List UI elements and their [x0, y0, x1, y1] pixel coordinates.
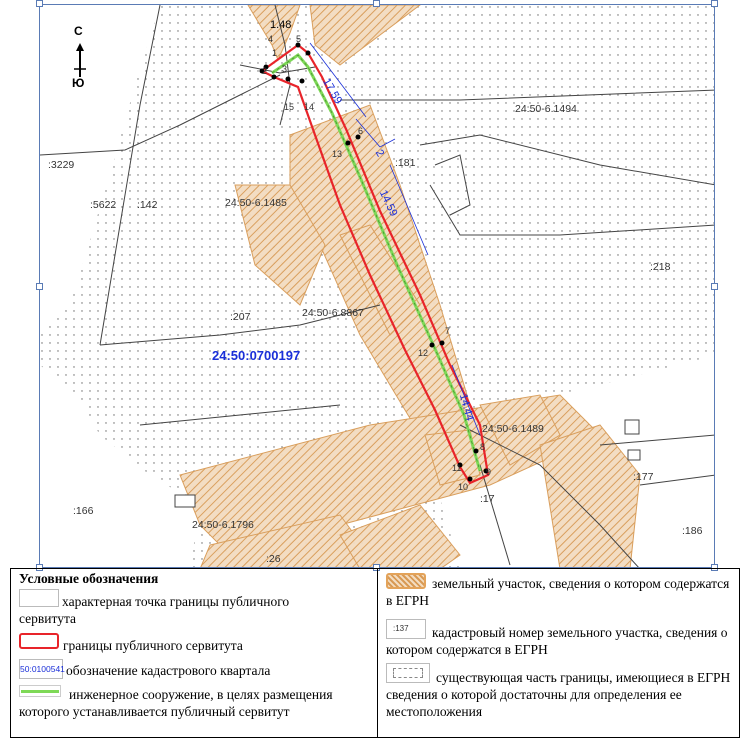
parcel-label: 24:50-6.8867: [302, 307, 364, 319]
legend-item-text: кадастровый номер земельного участка, сведения о котором содержатся в ЕГРН: [386, 625, 728, 657]
parcel-label: :181: [395, 157, 416, 169]
legend-item-text: существующая часть границы, имеющиеся в ЕГРН сведения о которой достаточны для определения ее местоположения: [386, 670, 731, 719]
parcel-label: 24:50-6.1796: [192, 519, 254, 531]
dimension-label: 1.48: [270, 19, 292, 31]
dimension-label: 2: [372, 147, 387, 159]
parcel-label: 24:50-6.1494: [515, 103, 577, 115]
resize-handle[interactable]: [36, 0, 43, 7]
legend-title: Условные обозначения: [19, 571, 159, 586]
compass-north-label: С: [74, 24, 83, 38]
point-label: 8: [480, 442, 486, 452]
parcel-label: 24:50-6.1489: [482, 423, 544, 435]
point-label: 14: [304, 102, 315, 112]
point-label: 2: [262, 66, 268, 76]
point-label: 1: [272, 48, 278, 58]
point-label: 13: [332, 149, 343, 159]
resize-handle[interactable]: [711, 283, 718, 290]
legend-divider: [377, 569, 378, 737]
point-label: 5: [296, 34, 302, 44]
point-label: 9: [486, 467, 492, 477]
dimension-label: 17.59: [320, 76, 345, 107]
parcel-label: :17: [480, 493, 495, 505]
point-label: 3: [282, 64, 288, 74]
map-area: [39, 4, 715, 568]
parcel-label: :142: [137, 199, 158, 211]
parcel-label: :3229: [48, 159, 75, 171]
parcel-label: :26: [266, 553, 281, 565]
legend-item-text: земельный участок, сведения о котором содержатся в ЕГРН: [386, 576, 730, 608]
resize-handle[interactable]: [36, 283, 43, 290]
dimension-label: 14.44: [456, 392, 476, 423]
resize-handle[interactable]: [373, 0, 380, 7]
point-label: 11: [452, 463, 462, 473]
point-label: 6: [358, 126, 364, 136]
parcel-label: :177: [633, 471, 654, 483]
point-label: 10: [458, 482, 469, 492]
parcel-label: :186: [682, 525, 703, 537]
parcel-label: 24:50-6.1485: [225, 197, 287, 209]
legend-item-text: обозначение кадастрового квартала: [66, 663, 271, 678]
dimension-label: 14.59: [376, 188, 400, 219]
point-label: 12: [418, 348, 429, 358]
resize-handle[interactable]: [711, 0, 718, 7]
point-label: 4: [268, 34, 274, 44]
quarter-number: 24:50:0700197: [212, 348, 301, 363]
point-label: 15: [284, 102, 295, 112]
compass-south-label: Ю: [72, 76, 85, 90]
map-drawing: [40, 5, 715, 568]
parcel-label: :207: [230, 311, 251, 323]
quarter-swatch-text: 50:0100541: [20, 664, 65, 674]
point-label: 7: [445, 326, 451, 336]
boundary-swatch: [19, 633, 59, 649]
legend-item-text: характерная точка границы публичного сервитута: [19, 594, 290, 626]
parcel-label: :166: [73, 505, 94, 517]
parcel-label: :218: [650, 261, 671, 273]
parcel-label: :5622: [90, 199, 117, 211]
legend-item-text: границы публичного сервитута: [63, 638, 243, 653]
quarter-swatch: [19, 659, 63, 679]
legend-item-text: инженерное сооружение, в целях размещения которого устанавливается публичный сервитут: [19, 687, 333, 719]
legend: [10, 568, 740, 738]
cadnum-swatch-text: :137: [393, 624, 409, 633]
